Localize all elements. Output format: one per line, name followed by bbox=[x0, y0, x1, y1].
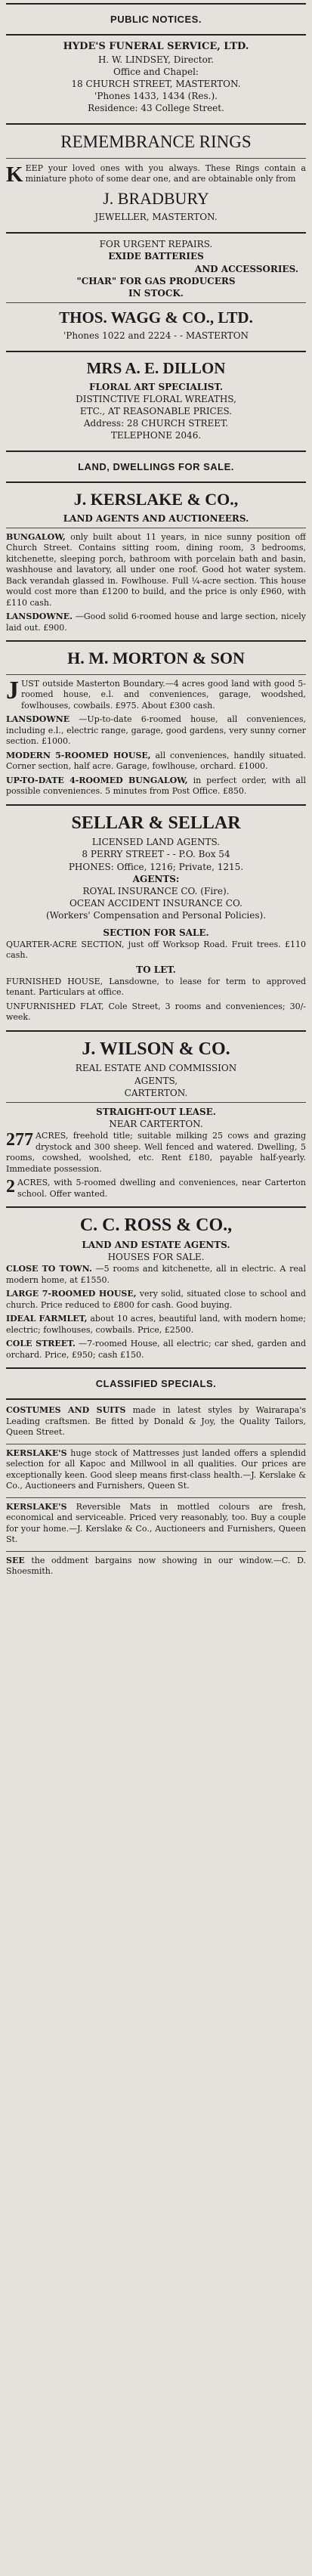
classified-entry-2-text: huge stock of Mattresses just landed offers a splendid selection for all Kapoc and Millwool in all qualities. Our prices are exceptionally keen. Good sleep means first-class health.—J. Kerslake & Co., Auctioneers and Furnishers, Queen St. bbox=[6, 1447, 306, 1491]
divider bbox=[6, 1102, 306, 1103]
classified-entry-1-text: made in latest styles by Wairarapa's Leading craftsmen. Be fitted by Donald & Joy, the Quality Tailors, Queen Street. bbox=[6, 1405, 306, 1438]
ross-ad bbox=[6, 1211, 306, 1364]
classified-entry-4-head: SEE bbox=[6, 1555, 25, 1565]
wagg-phones: 'Phones 1022 and 2224 - - MASTERTON bbox=[63, 330, 249, 342]
morton-entry-2-text: —Up-to-date 6-roomed house, all conveniences, including e.l., electric range, garage, good gardens, very sunny corner section. £1000. bbox=[6, 714, 306, 747]
wagg-line5: IN STOCK. bbox=[128, 287, 184, 299]
wilson-entry-2-text: ACRES, with 5-roomed dwelling and conveniences, near Carterton school. Offer wanted. bbox=[17, 1178, 306, 1199]
classified-entry-3 bbox=[6, 1501, 306, 1548]
divider bbox=[6, 1497, 306, 1498]
sellar-let1: FURNISHED HOUSE, Lansdowne, to lease for term to approved tenant. Particulars at office. bbox=[6, 976, 306, 998]
divider bbox=[6, 1367, 306, 1369]
rings-dropcap: K bbox=[6, 162, 23, 187]
morton-entry-3-head: MODERN 5-ROOMED HOUSE, bbox=[6, 750, 151, 760]
ross-entry-3 bbox=[6, 1313, 306, 1338]
top-rule bbox=[6, 3, 306, 5]
dillon-line4: Address: 28 CHURCH STREET. bbox=[83, 418, 229, 429]
divider bbox=[6, 640, 306, 642]
rings-text-block bbox=[6, 162, 306, 187]
wilson-lease2: NEAR CARTERTON. bbox=[109, 1119, 203, 1130]
public-notices-heading: PUBLIC NOTICES. bbox=[110, 14, 202, 25]
ross-entry-3-text: about 10 acres, beautiful land, with modern home; electric; fowlhouses, cowbails. Price, £2500. bbox=[6, 1314, 306, 1335]
wilson-ad bbox=[6, 1035, 306, 1203]
sellar-let2: UNFURNISHED FLAT, Cole Street, 3 rooms and conveniences; 30/- week. bbox=[6, 1001, 306, 1023]
ross-entry-1-text: —5 rooms and kitchenette, all in electric. A real modern home, at £1550. bbox=[6, 1264, 306, 1285]
dillon-line5: TELEPHONE 2046. bbox=[110, 430, 202, 441]
morton-name: H. M. MORTON & SON bbox=[67, 649, 245, 668]
classified-heading: CLASSIFIED SPECIALS. bbox=[95, 1378, 217, 1390]
divider bbox=[6, 158, 306, 159]
divider bbox=[6, 1030, 306, 1032]
ross-entry-4-text: —7-roomed House, all electric; car shed, garden and orchard. Price, £950; cash £150. bbox=[6, 1339, 306, 1360]
sellar-ag2: OCEAN ACCIDENT INSURANCE CO. bbox=[70, 898, 242, 909]
dillon-line2: DISTINCTIVE FLORAL WREATHS, bbox=[76, 393, 236, 404]
ross-entry-3-head: IDEAL FARMLET, bbox=[6, 1314, 88, 1324]
sellar-ag1: ROYAL INSURANCE CO. (Fire). bbox=[82, 885, 230, 896]
wilson-entry-2-num: 2 bbox=[6, 1177, 15, 1197]
classified-entry-4 bbox=[6, 1555, 306, 1580]
wagg-line2: EXIDE BATTERIES bbox=[108, 251, 204, 262]
divider bbox=[6, 674, 306, 675]
divider bbox=[6, 123, 306, 125]
dillon-line1: FLORAL ART SPECIALIST. bbox=[88, 381, 224, 392]
rings-ad bbox=[6, 128, 306, 224]
wilson-sub1: REAL ESTATE AND COMMISSION bbox=[75, 1063, 237, 1074]
divider bbox=[6, 302, 306, 303]
ross-name: C. C. ROSS & CO., bbox=[79, 1215, 233, 1236]
kerslake-entry-2-head: LANSDOWNE. bbox=[6, 611, 73, 622]
classified-entry-3-head: KERSLAKE'S bbox=[6, 1501, 67, 1512]
sellar-sec-head: SECTION FOR SALE. bbox=[103, 927, 209, 938]
ross-entry-2-text: very solid, situated close to school and church. Price reduced to £800 for cash. Good buying. bbox=[6, 1289, 306, 1310]
wilson-sub2: AGENTS, bbox=[134, 1075, 178, 1086]
kerslake-entry-1 bbox=[6, 531, 306, 611]
sellar-sec: QUARTER-ACRE SECTION, just off Worksop Road. Fruit trees. £110 cash. bbox=[6, 939, 306, 961]
rings-text: EEP your loved ones with you always. These Rings contain a miniature photo of some dear one, and are obtainable only from bbox=[25, 163, 306, 184]
ross-sub2: HOUSES FOR SALE. bbox=[107, 1251, 205, 1262]
divider bbox=[6, 450, 306, 452]
wilson-sub3: CARTERTON. bbox=[124, 1087, 188, 1098]
divider bbox=[6, 351, 306, 352]
divider bbox=[6, 804, 306, 806]
ross-entry-2 bbox=[6, 1288, 306, 1313]
wagg-line4: "CHAR" FOR GAS PRODUCERS bbox=[76, 275, 236, 286]
divider bbox=[6, 1551, 306, 1552]
wagg-name: THOS. WAGG & CO., LTD. bbox=[59, 308, 253, 327]
morton-entry-1 bbox=[6, 678, 306, 714]
kerslake-entry-1-head: BUNGALOW, bbox=[6, 531, 66, 542]
morton-entry-3 bbox=[6, 750, 306, 775]
sellar-agents: AGENTS: bbox=[132, 873, 180, 884]
wilson-name: J. WILSON & CO. bbox=[82, 1039, 230, 1059]
hyde-director: H. W. LINDSEY, Director. bbox=[97, 54, 215, 65]
wagg-line3: AND ACCESSORIES. bbox=[194, 263, 298, 274]
classified-entry-2 bbox=[6, 1447, 306, 1494]
wilson-entry-1-text: ACRES, freehold title; suitable milking 25 cows and grazing drystock and 300 sheep. Well fenced and watered. Dwelling, 5 rooms, cowshed, woolshed, etc. Rent £180, payable half-yearly. Immediate possession. bbox=[6, 1131, 306, 1174]
ross-entry-4-head: COLE STREET. bbox=[6, 1339, 76, 1349]
kerslake-entry-2-text: —Good solid 6-roomed house and large section, nicely laid out. £900. bbox=[6, 611, 306, 633]
ross-entry-2-head: LARGE 7-ROOMED HOUSE, bbox=[6, 1289, 137, 1299]
classified-entry-1-head: COSTUMES AND SUITS bbox=[6, 1405, 126, 1416]
kerslake-entry-2 bbox=[6, 611, 306, 636]
morton-dropcap: J bbox=[6, 676, 19, 704]
sellar-addr: 8 PERRY STREET - - P.O. Box 54 bbox=[82, 849, 230, 860]
wagg-ad bbox=[6, 237, 306, 343]
classified-entry-1 bbox=[6, 1404, 306, 1441]
classified-ads bbox=[6, 1403, 306, 1581]
wilson-lease1: STRAIGHT-OUT LEASE. bbox=[96, 1106, 216, 1117]
kerslake-sub: LAND AGENTS AND AUCTIONEERS. bbox=[63, 512, 249, 524]
divider bbox=[6, 1206, 306, 1208]
morton-entry-4-text: in perfect order, with all possible conveniences. 5 minutes from Post Office. £850. bbox=[6, 775, 306, 797]
divider bbox=[6, 1398, 306, 1400]
newspaper-page bbox=[6, 0, 306, 2576]
hyde-title: HYDE'S FUNERAL SERVICE, LTD. bbox=[63, 41, 249, 52]
wagg-line1: FOR URGENT REPAIRS. bbox=[99, 239, 213, 250]
ross-entry-1-head: CLOSE TO TOWN. bbox=[6, 1264, 92, 1274]
wilson-entry-1-num: 277 bbox=[6, 1130, 33, 1150]
morton-entry-3-text: all conveniences, handily situated. Corner section, half acre. Garage, fowlhouse, orchard. £1000. bbox=[6, 750, 306, 772]
rings-sub: JEWELLER, MASTERTON. bbox=[94, 212, 218, 222]
hyde-line4: Residence: 43 College Street. bbox=[88, 103, 224, 114]
sellar-sub: LICENSED LAND AGENTS. bbox=[91, 837, 221, 848]
classified-entry-4-text: the oddment bargains now showing in our window.—C. D. Shoesmith. bbox=[6, 1555, 306, 1577]
dillon-ad bbox=[6, 355, 306, 443]
divider bbox=[6, 34, 306, 36]
sellar-ad bbox=[6, 809, 306, 1027]
dillon-name: MRS A. E. DILLON bbox=[86, 359, 226, 378]
wilson-entry-1 bbox=[6, 1130, 306, 1177]
land-heading: LAND, DWELLINGS FOR SALE. bbox=[78, 461, 234, 473]
wilson-entry-2 bbox=[6, 1177, 306, 1202]
sellar-ag3: (Workers' Compensation and Personal Policies). bbox=[45, 910, 267, 921]
morton-ad bbox=[6, 645, 306, 800]
hyde-line2: 18 CHURCH STREET, MASTERTON. bbox=[71, 78, 241, 89]
sellar-name: SELLAR & SELLAR bbox=[71, 813, 241, 833]
hyde-line1: Office and Chapel: bbox=[113, 66, 199, 77]
rings-title: REMEMBRANCE RINGS bbox=[60, 132, 252, 152]
ross-entry-1 bbox=[6, 1263, 306, 1288]
kerslake-entry-1-text: only built about 11 years, in nice sunny position off Church Street. Contains sitting room, dining room, 3 bedrooms, kitchenette, sleeping porch, bathroom with porcelain bath and basin, washhouse and lavatory, all under one roof. Good hot water system. Back verandah glassed in. Fowlhouse. Full ¼-acre section. This house would cost more than £1200 to build, and the price is only £960, with £110 cash. bbox=[6, 531, 306, 608]
ross-entry-4 bbox=[6, 1338, 306, 1363]
morton-entry-4-head: UP-TO-DATE 4-ROOMED BUNGALOW, bbox=[6, 775, 188, 785]
hyde-line3: 'Phones 1433, 1434 (Res.). bbox=[94, 91, 218, 102]
rings-name: J. BRADBURY bbox=[103, 188, 209, 208]
classified-entry-2-head: KERSLAKE'S bbox=[6, 1447, 67, 1458]
morton-entry-2 bbox=[6, 714, 306, 750]
kerslake-ad bbox=[6, 486, 306, 637]
divider bbox=[6, 481, 306, 483]
morton-entry-1-text: UST outside Masterton Boundary.—4 acres good land with good 5-roomed house, e.l. and conveniences, garage, woodshed, fowlhouses, cowbails. £975. About £300 cash. bbox=[21, 678, 306, 711]
sellar-let-head: TO LET. bbox=[136, 964, 176, 975]
divider bbox=[6, 232, 306, 234]
morton-entry-2-head: LANSDOWNE bbox=[6, 714, 70, 725]
hyde-ad bbox=[6, 39, 306, 116]
sellar-phones: PHONES: Office, 1216; Private, 1215. bbox=[68, 861, 244, 872]
kerslake-name: J. KERSLAKE & CO., bbox=[73, 490, 239, 509]
dillon-line3: ETC., AT REASONABLE PRICES. bbox=[79, 405, 233, 416]
ross-sub1: LAND AND ESTATE AGENTS. bbox=[82, 1239, 230, 1250]
morton-entry-4 bbox=[6, 775, 306, 800]
classified-entry-3-text: Reversible Mats in mottled colours are fresh, economical and serviceable. Priced very reasonably, too. Buy a couple for your home.—J. Kerslake & Co., Auctioneers and Furnishers, Queen St. bbox=[6, 1501, 306, 1545]
